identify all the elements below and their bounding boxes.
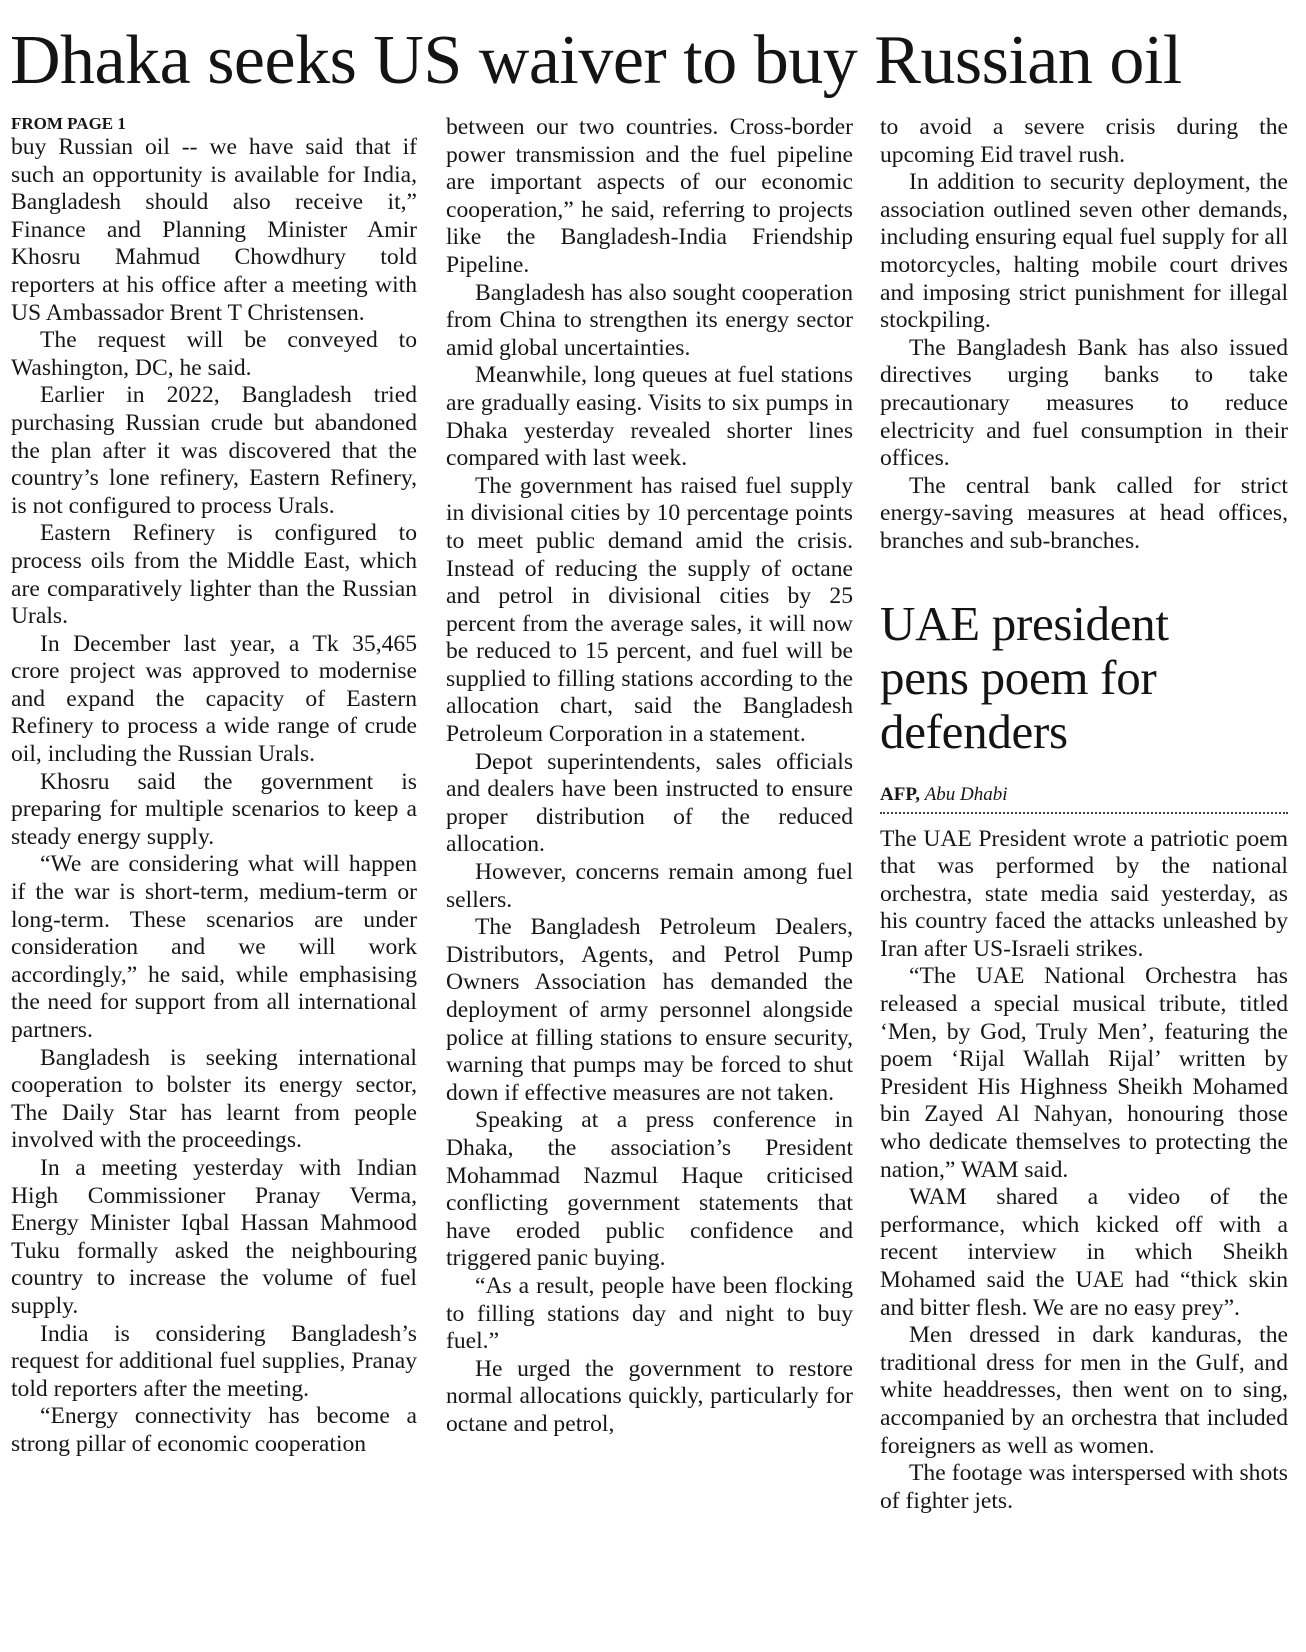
from-page-kicker: FROM PAGE 1 bbox=[11, 114, 126, 133]
article-paragraph: “Energy connectivity has become a strong pillar of economic cooperation bbox=[11, 1403, 417, 1457]
article-paragraph: to avoid a severe crisis during the upcoming Eid travel rush. bbox=[880, 114, 1288, 168]
article-paragraph: “As a result, people have been flocking to filling stations day and night to buy fuel.” bbox=[446, 1272, 853, 1355]
article-paragraph: buy Russian oil -- we have said that if such an opportunity is available for India, Bangladesh should also receive it,” Finance and Planning Minister Amir Khosru Mahmud Chowdhury told reporters at his office after a meeting with US Ambassador Brent T Christensen. bbox=[11, 134, 417, 326]
article-paragraph: “We are considering what will happen if the war is short-term, medium-term or long-term. These scenarios are under consideration and we will work accordingly,” he said, while emphasising the need for support from all international partners. bbox=[11, 851, 417, 1043]
article-paragraph: Earlier in 2022, Bangladesh tried purchasing Russian crude but abandoned the plan after it was discovered that the country’s lone refinery, Eastern Refinery, is not configured to process Urals. bbox=[11, 382, 417, 519]
main-headline: Dhaka seeks US waiver to buy Russian oil bbox=[10, 22, 1182, 99]
article-paragraph: The Bangladesh Bank has also issued directives urging banks to take precautionary measures to reduce electricity and fuel consumption in their offices. bbox=[880, 334, 1288, 472]
article-paragraph: WAM shared a video of the performance, which kicked off with a recent interview in which Sheikh Mohamed said the UAE had “thick skin and bitter flesh. We are no easy prey”. bbox=[880, 1184, 1288, 1321]
secondary-headline-line: pens poem for bbox=[880, 649, 1157, 705]
article-paragraph: In December last year, a Tk 35,465 crore project was approved to modernise and expand the capacity of Eastern Refinery to process a wide range of crude oil, including the Russian Urals. bbox=[11, 630, 417, 768]
article-paragraph: The central bank called for strict energy-saving measures at head offices, branches and sub-branches. bbox=[880, 472, 1288, 554]
byline bbox=[880, 783, 1288, 814]
article-paragraph: Bangladesh has also sought cooperation from China to strengthen its energy sector amid global uncertainties. bbox=[446, 279, 853, 361]
article-paragraph: The government has raised fuel supply in divisional cities by 10 percentage points to meet public demand amid the crisis. Instead of reducing the supply of octane and petrol in divisional cities by 25 percent from the average sales, it will now be reduced to 15 percent, and fuel will be supplied to filling stations according to the allocation chart, said the Bangladesh Petroleum Corporation in a statement. bbox=[446, 472, 853, 748]
article-paragraph: The footage was interspersed with shots of fighter jets. bbox=[880, 1460, 1288, 1514]
article-paragraph: Depot superintendents, sales officials and dealers have been instructed to ensure proper distribution of the reduced allocation. bbox=[446, 748, 853, 858]
article-paragraph: Eastern Refinery is configured to process oils from the Middle East, which are comparatively lighter than the Russian Urals. bbox=[11, 520, 417, 630]
article-paragraph: Meanwhile, long queues at fuel stations are gradually easing. Visits to six pumps in Dhaka yesterday revealed shorter lines compared with last week. bbox=[446, 362, 853, 472]
article-paragraph: between our two countries. Cross-border power transmission and the fuel pipeline are important aspects of our economic cooperation,” he said, referring to projects like the Bangladesh-India Friendship Pipeline. bbox=[446, 114, 853, 278]
secondary-headline-line: UAE president bbox=[880, 595, 1169, 651]
article-column-2 bbox=[446, 114, 853, 1439]
article-paragraph: He urged the government to restore normal allocations quickly, particularly for octane and petrol, bbox=[446, 1355, 853, 1437]
article-paragraph: “The UAE National Orchestra has released a special musical tribute, titled ‘Men, by God, Truly Men’, featuring the poem ‘Rijal Wallah Rijal’ written by President His Highness Sheikh Mohamed bin Zayed Al Nahyan, honouring those who dedicate themselves to protecting the nation,” WAM said. bbox=[880, 963, 1288, 1183]
article-paragraph: However, concerns remain among fuel sellers. bbox=[446, 859, 853, 913]
secondary-headline bbox=[880, 597, 1288, 759]
article-paragraph: Khosru said the government is preparing for multiple scenarios to keep a steady energy supply. bbox=[11, 768, 417, 850]
article-paragraph: Speaking at a press conference in Dhaka, the association’s President Mohammad Nazmul Haque criticised conflicting government statements that have eroded public confidence and triggered panic buying. bbox=[446, 1107, 853, 1272]
byline-agency: AFP, bbox=[880, 783, 920, 805]
article-column-3 bbox=[880, 114, 1288, 1515]
article-paragraph: The Bangladesh Petroleum Dealers, Distributors, Agents, and Petrol Pump Owners Association has demanded the deployment of army personnel alongside police at filling stations to ensure security, warning that pumps may be forced to shut down if effective measures are not taken. bbox=[446, 914, 853, 1106]
secondary-headline-line: defenders bbox=[880, 703, 1068, 759]
article-paragraph: The UAE President wrote a patriotic poem that was performed by the national orchestra, state media said yesterday, as his country faced the attacks unleashed by Iran after US-Israeli strikes. bbox=[880, 825, 1288, 962]
article-paragraph: In addition to security deployment, the association outlined seven other demands, including ensuring equal fuel supply for all motorcycles, halting mobile court drives and imposing strict punishment for illegal stockpiling. bbox=[880, 169, 1288, 334]
byline-dateline: Abu Dhabi bbox=[924, 783, 1008, 805]
story-separator-space bbox=[880, 556, 1288, 597]
article-paragraph: Bangladesh is seeking international cooperation to bolster its energy sector, The Daily Star has learnt from people involved with the proceedings. bbox=[11, 1044, 417, 1154]
headline-gap bbox=[880, 759, 1288, 783]
article-paragraph: India is considering Bangladesh’s request for additional fuel supplies, Pranay told reporters after the meeting. bbox=[11, 1320, 417, 1402]
article-paragraph: In a meeting yesterday with Indian High Commissioner Pranay Verma, Energy Minister Iqbal Hassan Mahmood Tuku formally asked the neighbouring country to increase the volume of fuel supply. bbox=[11, 1154, 417, 1319]
article-paragraph: The request will be conveyed to Washington, DC, he said. bbox=[11, 327, 417, 381]
article-column-1 bbox=[11, 114, 417, 1459]
article-paragraph: Men dressed in dark kanduras, the traditional dress for men in the Gulf, and white headdresses, then went on to sing, accompanied by an orchestra that included foreigners as well as women. bbox=[880, 1322, 1288, 1459]
